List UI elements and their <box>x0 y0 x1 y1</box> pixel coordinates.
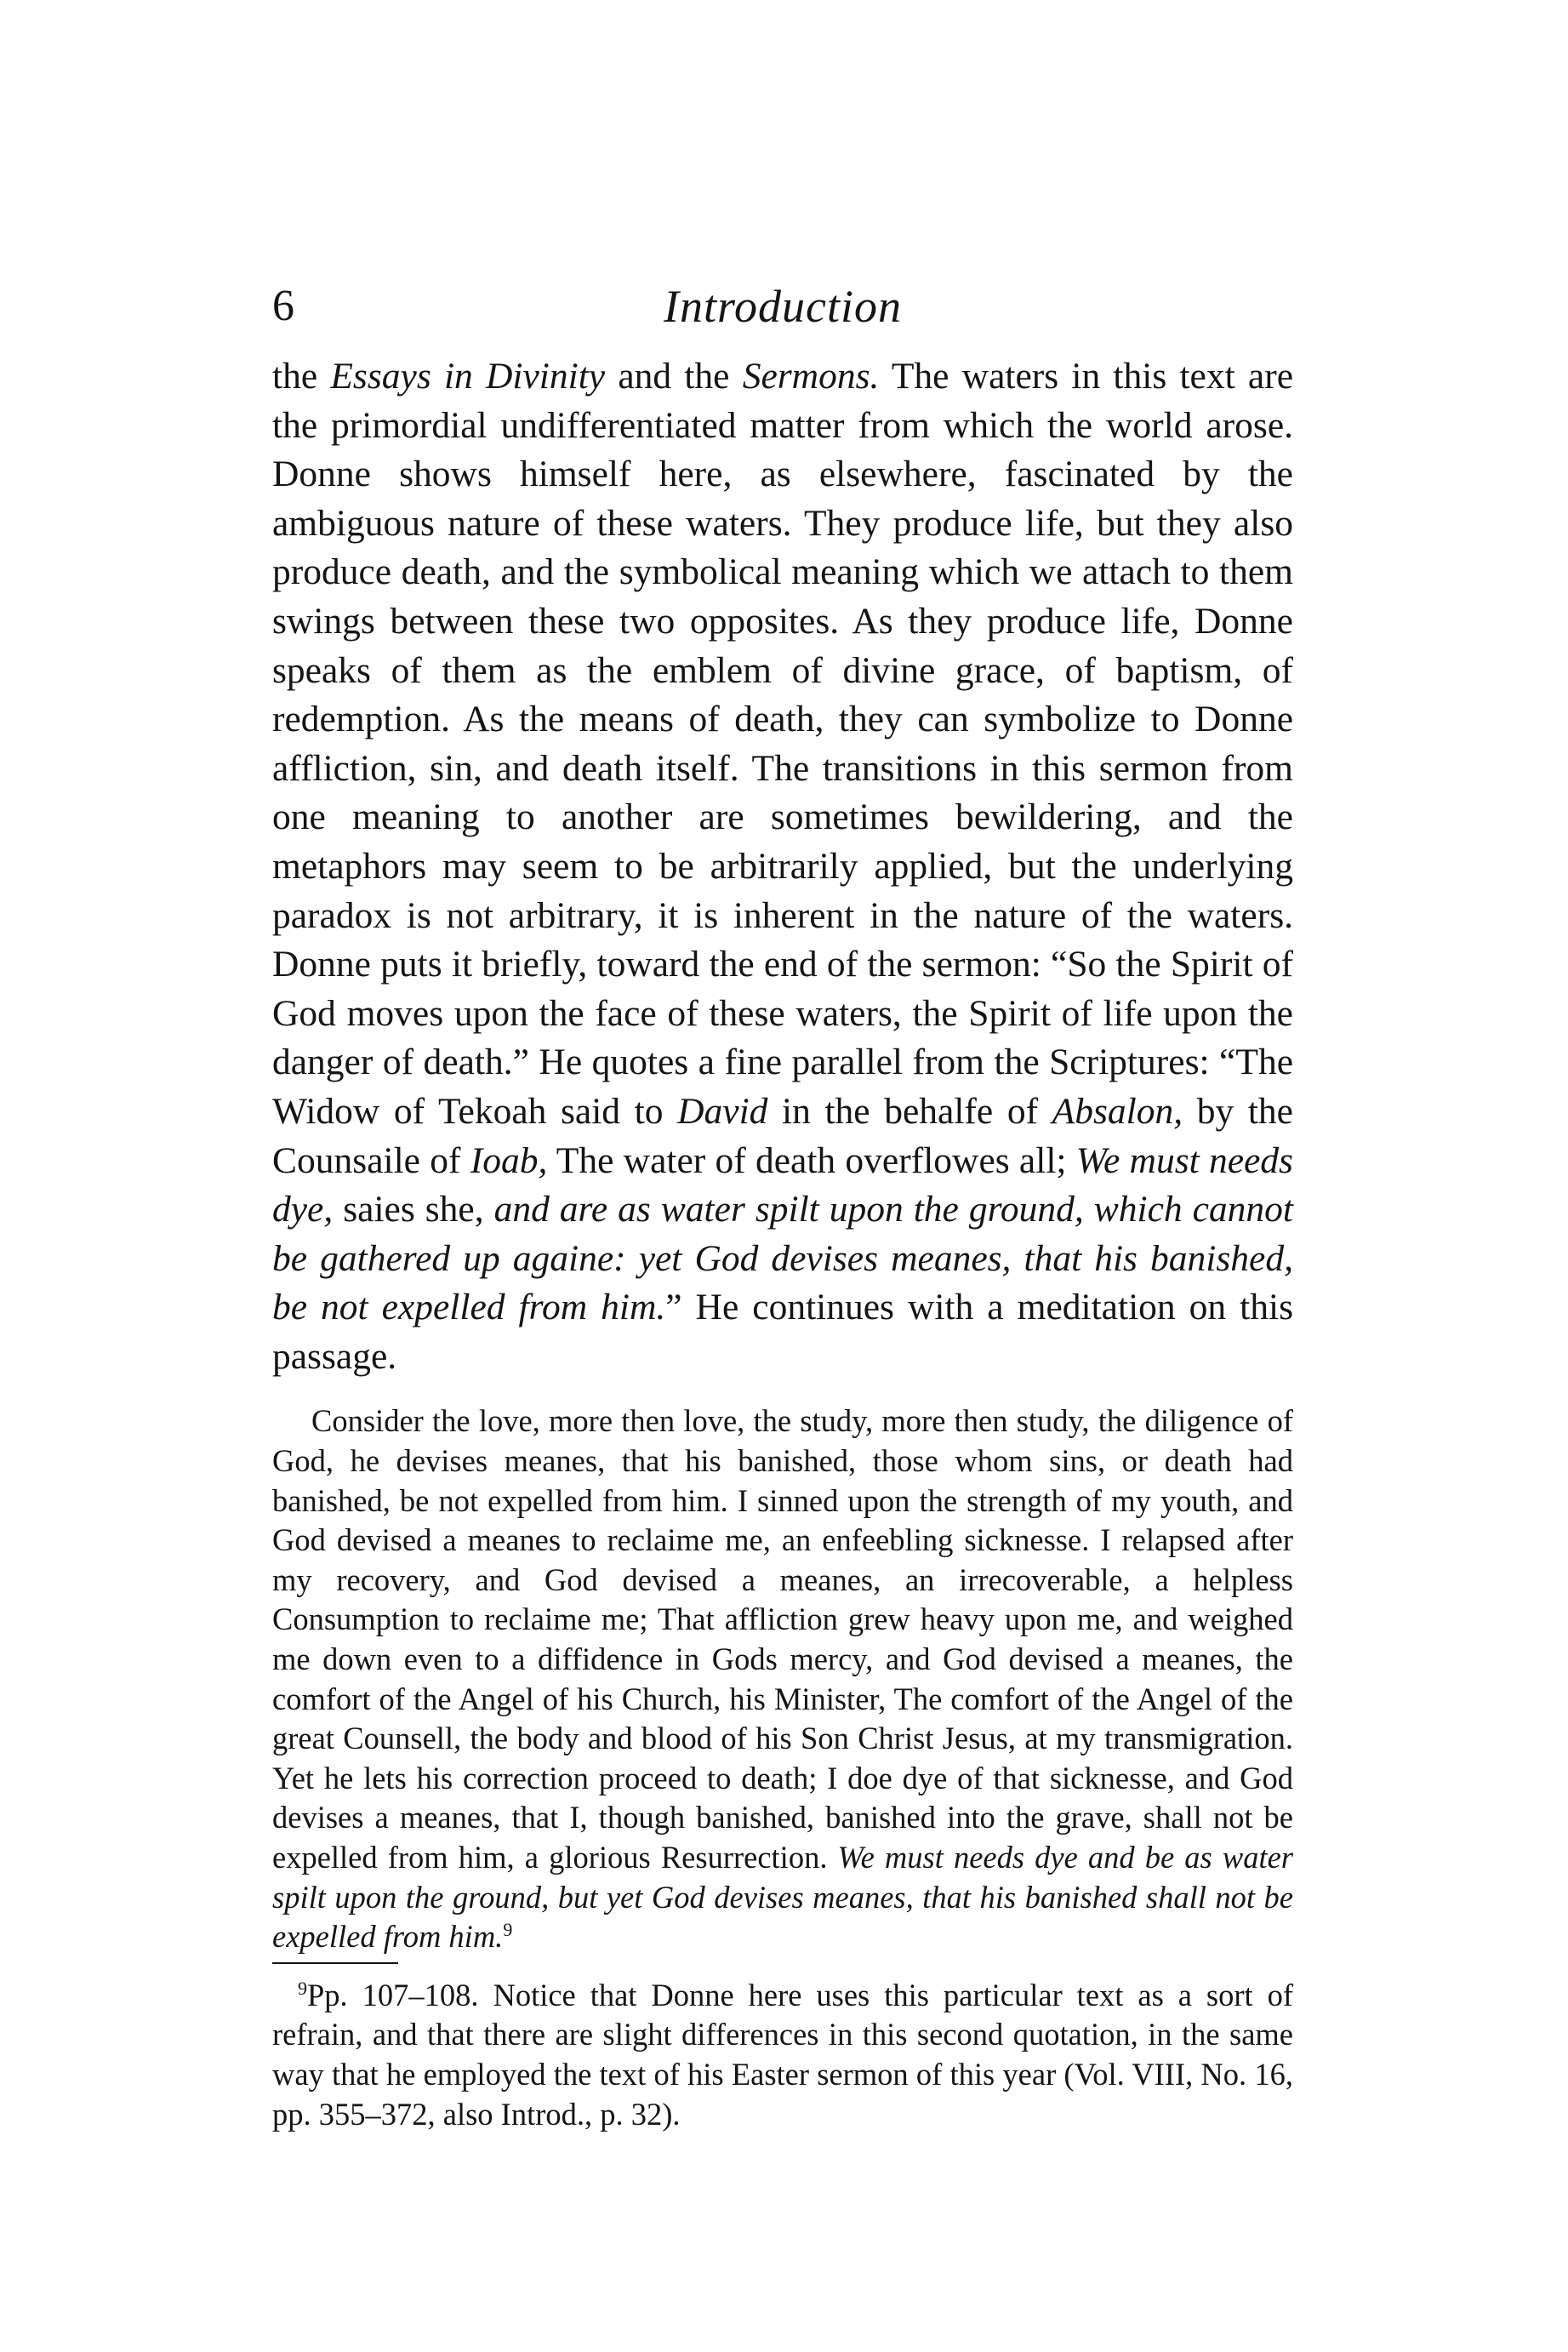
footnote <box>272 1976 1293 2134</box>
text-run: The water of death overflowes all; <box>547 1139 1076 1181</box>
footnote-marker: 9 <box>298 1977 307 1999</box>
quote-italic: We must needs dye and be as water spilt upon the ground, but yet God devises meanes, that his banished shall not be expelled from him. <box>272 1840 1293 1955</box>
italic-name-absalon: Absalon, <box>1052 1090 1183 1132</box>
italic-name-david: David <box>677 1090 768 1132</box>
italic-name-ioab: Ioab, <box>470 1139 548 1181</box>
running-title: Introduction <box>664 281 902 332</box>
italic-quote: and are as water spilt upon the ground, which cannot be gathered up againe: yet God devises meanes, that his banished, be not expelled from him. <box>272 1189 1293 1328</box>
text-run: in the behalfe of <box>767 1090 1052 1132</box>
italic-title-essays: Essays in Divinity <box>330 356 606 397</box>
text-run: by the Counsaile of <box>272 1090 1293 1181</box>
body-text <box>272 352 1293 1381</box>
footnote-text: Pp. 107–108. Notice that Donne here uses this particular text as a sort of refrain, and that there are slight differences in this second quotation, in the same way that he employed the text of his Easter sermon of this year (Vol. VIII, No. 16, pp. 355–372, also Introd., p. 32). <box>272 1977 1293 2132</box>
text-run: and the <box>605 356 743 397</box>
footnote-reference: 9 <box>503 1919 513 1941</box>
text-run: the <box>272 356 331 397</box>
block-quotation <box>272 1401 1293 1956</box>
page-number: 6 <box>272 282 294 330</box>
italic-title-sermons: Sermons. <box>742 356 880 397</box>
text-run: ” He continues with a meditation on this passage. <box>272 1287 1294 1377</box>
text-run: The waters in this text are the primordial undifferentiated matter from which the world arose. Donne shows himself here, as elsewhere, fascinated by the ambiguous nature of these waters. They produce life, but they also produce death, and the symbolical meaning which we attach to them swings between these two opposites. As they produce life, Donne speaks of them as the emblem of divine grace, of baptism, of redemption. As the means of death, they can symbolize to Donne affliction, sin, and death itself. The transitions in this sermon from one meaning to another are sometimes bewildering, and the metaphors may seem to be arbitrarily applied, but the underlying paradox is not arbitrary, it is inherent in the nature of the waters. Donne puts it briefly, toward the end of the sermon: “So the Spirit of God moves upon the face of these waters, the Spirit of life upon the danger of death.” He quotes a fine parallel from the Scriptures: “The Widow of Tekoah said to <box>272 356 1293 1132</box>
footnote-paragraph <box>272 1976 1293 2134</box>
book-page <box>272 281 1293 2134</box>
running-head <box>272 281 1293 340</box>
body-paragraph <box>272 352 1293 1381</box>
quote-text: Consider the love, more then love, the study, more then study, the diligence of God, he devises meanes, that his banished, those whom sins, or death had banished, be not expelled from him. I sinned upon the strength of my youth, and God devised a meanes to reclaime me, an enfeebling sicknesse. I relapsed after my recovery, and God devised a meanes, an irrecoverable, a helpless Consumption to reclaime me; That affliction grew heavy upon me, and weighed me down even to a diffidence in Gods mercy, and God devised a meanes, the comfort of the Angel of his Church, his Minister, The comfort of the Angel of the great Counsell, the body and blood of his Son Christ Jesus, at my transmigration. Yet he lets his correction proceed to death; I doe dye of that sicknesse, and God devises a meanes, that I, though banished, banished into the grave, shall not be expelled from him, a glorious Resurrection. <box>272 1403 1293 1875</box>
quotation-paragraph <box>272 1401 1293 1956</box>
italic-quote: We must needs dye, <box>272 1139 1293 1230</box>
footnote-rule <box>272 1962 398 1964</box>
text-run: saies she, <box>333 1189 494 1230</box>
